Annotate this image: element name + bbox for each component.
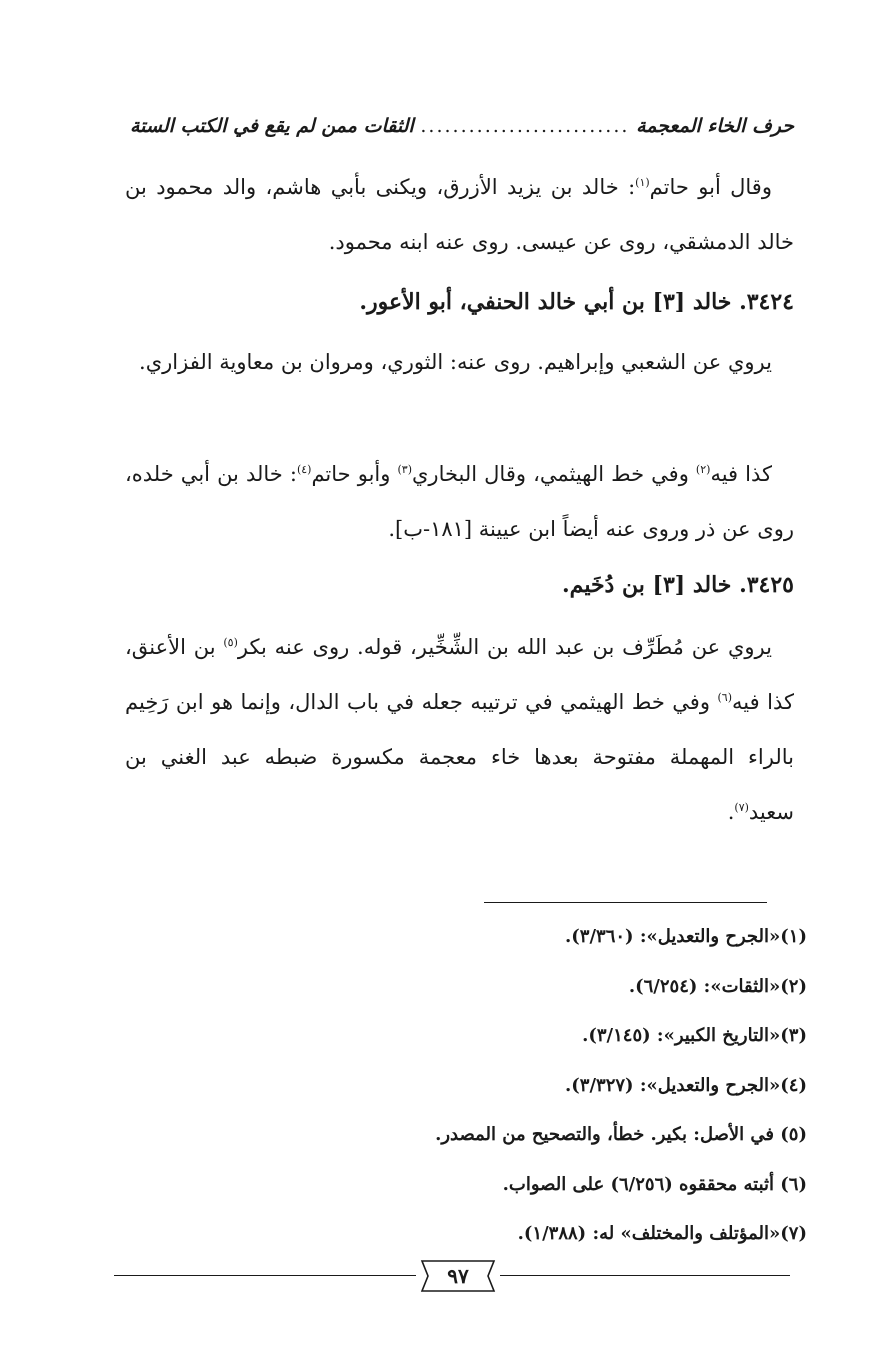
footnote-6: (٦) أثبته محققوه (٦/٢٥٦) على الصواب. xyxy=(502,1173,807,1195)
entry-heading-3424-container xyxy=(125,270,794,334)
paragraph-text: وفي خط الهيثمي، وقال البخاري xyxy=(412,462,696,486)
paragraph-text: وقال أبو حاتم xyxy=(649,175,772,199)
footnote-ref-3: (٣) xyxy=(397,463,412,476)
paragraph-text: يروي عن مُطَرِّف بن عبد الله بن الشِّخِّير، قوله. روى عنه بكر xyxy=(237,635,772,659)
footnote-ref-1: (١) xyxy=(635,176,650,189)
paragraph-3 xyxy=(125,447,794,557)
footnote-5: (٥) في الأصل: بكير. خطأ، والتصحيح من المصدر. xyxy=(435,1124,807,1145)
footer-rule-left xyxy=(114,1275,416,1276)
footnotes xyxy=(125,912,807,1259)
footnote-ref-7: (٧) xyxy=(734,801,749,814)
paragraph-text: : خالد بن يزيد الأزرق، ويكنى بأبي هاشم، والد محمود بن خالد الدمشقي، روى عن عيسى. روى عنه ابنه محمود. xyxy=(125,175,794,254)
paragraph-text: : خالد بن أبي خلده، روى عن ذر وروى عنه أيضاً ابن عيينة [١٨١-ب]. xyxy=(125,462,794,541)
footnote-ref-2: (٢) xyxy=(695,463,711,476)
paragraph-entry-3424-note xyxy=(125,447,794,557)
header-section-title: حرف الخاء المعجمة xyxy=(636,115,794,137)
entry-heading-3425-container xyxy=(125,553,794,617)
paragraph-abu-hatim-note xyxy=(125,160,794,270)
paragraph-2: يروي عن الشعبي وإبراهيم. روى عنه: الثوري، ومروان بن معاوية الفزاري. xyxy=(139,350,772,374)
header-book-title: الثقات ممن لم يقع في الكتب الستة xyxy=(130,115,414,137)
footnote-7: (٧)«المؤتلف والمختلف» له: (١/٣٨٨). xyxy=(517,1223,807,1244)
footer-rule-right xyxy=(500,1275,790,1276)
paragraph-text: . xyxy=(727,800,735,824)
footnote-ref-5: (٥) xyxy=(223,636,238,649)
header-leader-dots: .......................... xyxy=(420,115,630,137)
footnote-3: (٣)«التاريخ الكبير»: (٣/١٤٥). xyxy=(582,1025,807,1046)
footnote-4: (٤)«الجرح والتعديل»: (٣/٣٢٧). xyxy=(565,1074,807,1096)
paragraph-text: وأبو حاتم xyxy=(311,462,398,486)
paragraph-entry-3425 xyxy=(125,620,794,840)
paragraph-1 xyxy=(125,160,794,270)
paragraph-4 xyxy=(125,620,794,840)
paragraph-text: وفي خط الهيثمي في ترتيبه جعله في باب الدال، وإنما هو ابن رَخِيم بالراء المهملة مفتوحة بعدها خاء معجمة مكسورة ضبطه عبد الغني بن سعيد xyxy=(125,690,794,824)
paragraph-text: كذا فيه xyxy=(710,462,773,486)
paragraph-entry-3424-narration xyxy=(125,335,794,390)
paragraph-text: بن الأعنق، كذا فيه xyxy=(125,635,794,714)
footnote-separator xyxy=(484,902,767,903)
entry-heading-3424: ٣٤٢٤. خالد [٣] بن أبي خالد الحنفي، أبو الأعور. xyxy=(359,289,794,315)
running-header xyxy=(130,108,794,144)
footnote-ref-6: (٦) xyxy=(717,691,732,704)
page-number: ٩٧ xyxy=(447,1264,469,1288)
entry-heading-3425: ٣٤٢٥. خالد [٣] بن دُخَيم. xyxy=(562,572,794,598)
footnote-1: (١)«الجرح والتعديل»: (٣/٣٦٠). xyxy=(565,926,807,947)
footnote-2: (٢)«الثقات»: (٦/٢٥٤). xyxy=(628,975,807,997)
page-number-ornament xyxy=(416,1257,500,1295)
footnote-ref-4: (٤) xyxy=(296,463,312,476)
